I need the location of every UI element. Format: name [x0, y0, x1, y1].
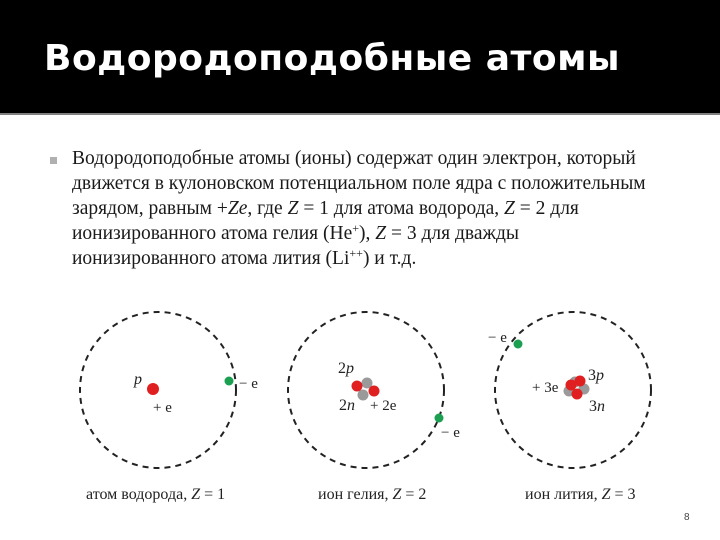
hydrogen-caption: атом водорода, Z = 1 — [86, 486, 226, 503]
helium-neutron-label: 2n — [339, 397, 355, 414]
helium-caption: ион гелия, Z = 2 — [318, 486, 427, 503]
lithium-nucleus-charge: + 3e — [532, 380, 559, 396]
hydrogen-electron — [225, 377, 234, 386]
helium-proton-label: 2p — [338, 360, 354, 377]
lithium-proton-label: 3p — [588, 367, 604, 384]
helium-ion — [288, 312, 460, 503]
paragraph-line-5: ионизированного атома лития (Li++) и т.д. — [72, 246, 417, 269]
lithium-electron — [514, 340, 523, 349]
helium-neutron — [358, 390, 369, 401]
lithium-ion — [488, 312, 651, 503]
hydrogen-proton — [147, 383, 159, 395]
hydrogen-nucleus-charge: + e — [153, 400, 172, 416]
hydrogen-atom — [80, 312, 258, 503]
helium-nucleus-charge: + 2e — [370, 398, 397, 414]
paragraph-line-4: ионизированного атома гелия (He+), Z = 3 для дважды — [72, 221, 520, 244]
helium-proton — [369, 386, 380, 397]
paragraph-line-1: Водородоподобные атомы (ионы) содержат один электрон, который — [72, 148, 636, 169]
slide-title: Водородоподобные атомы — [44, 38, 621, 79]
helium-electron-label: − e — [441, 425, 460, 441]
hydrogen-electron-label: − e — [239, 376, 258, 392]
paragraph-line-3: зарядом, равным +Ze, где Z = 1 для атома водорода, Z = 2 для — [72, 198, 579, 219]
lithium-neutron-label: 3n — [589, 398, 605, 415]
helium-electron — [435, 414, 444, 423]
helium-proton — [352, 381, 363, 392]
lithium-proton — [566, 380, 577, 391]
helium-orbit — [288, 312, 444, 468]
paragraph-line-2: движется в кулоновском потенциальном поле ядра с положительным — [72, 173, 646, 194]
lithium-electron-label: − e — [488, 330, 507, 346]
lithium-caption: ион лития, Z = 3 — [525, 486, 636, 503]
hydrogen-proton-label: p — [134, 371, 142, 388]
lithium-proton — [572, 389, 583, 400]
page-number: 8 — [684, 512, 690, 523]
